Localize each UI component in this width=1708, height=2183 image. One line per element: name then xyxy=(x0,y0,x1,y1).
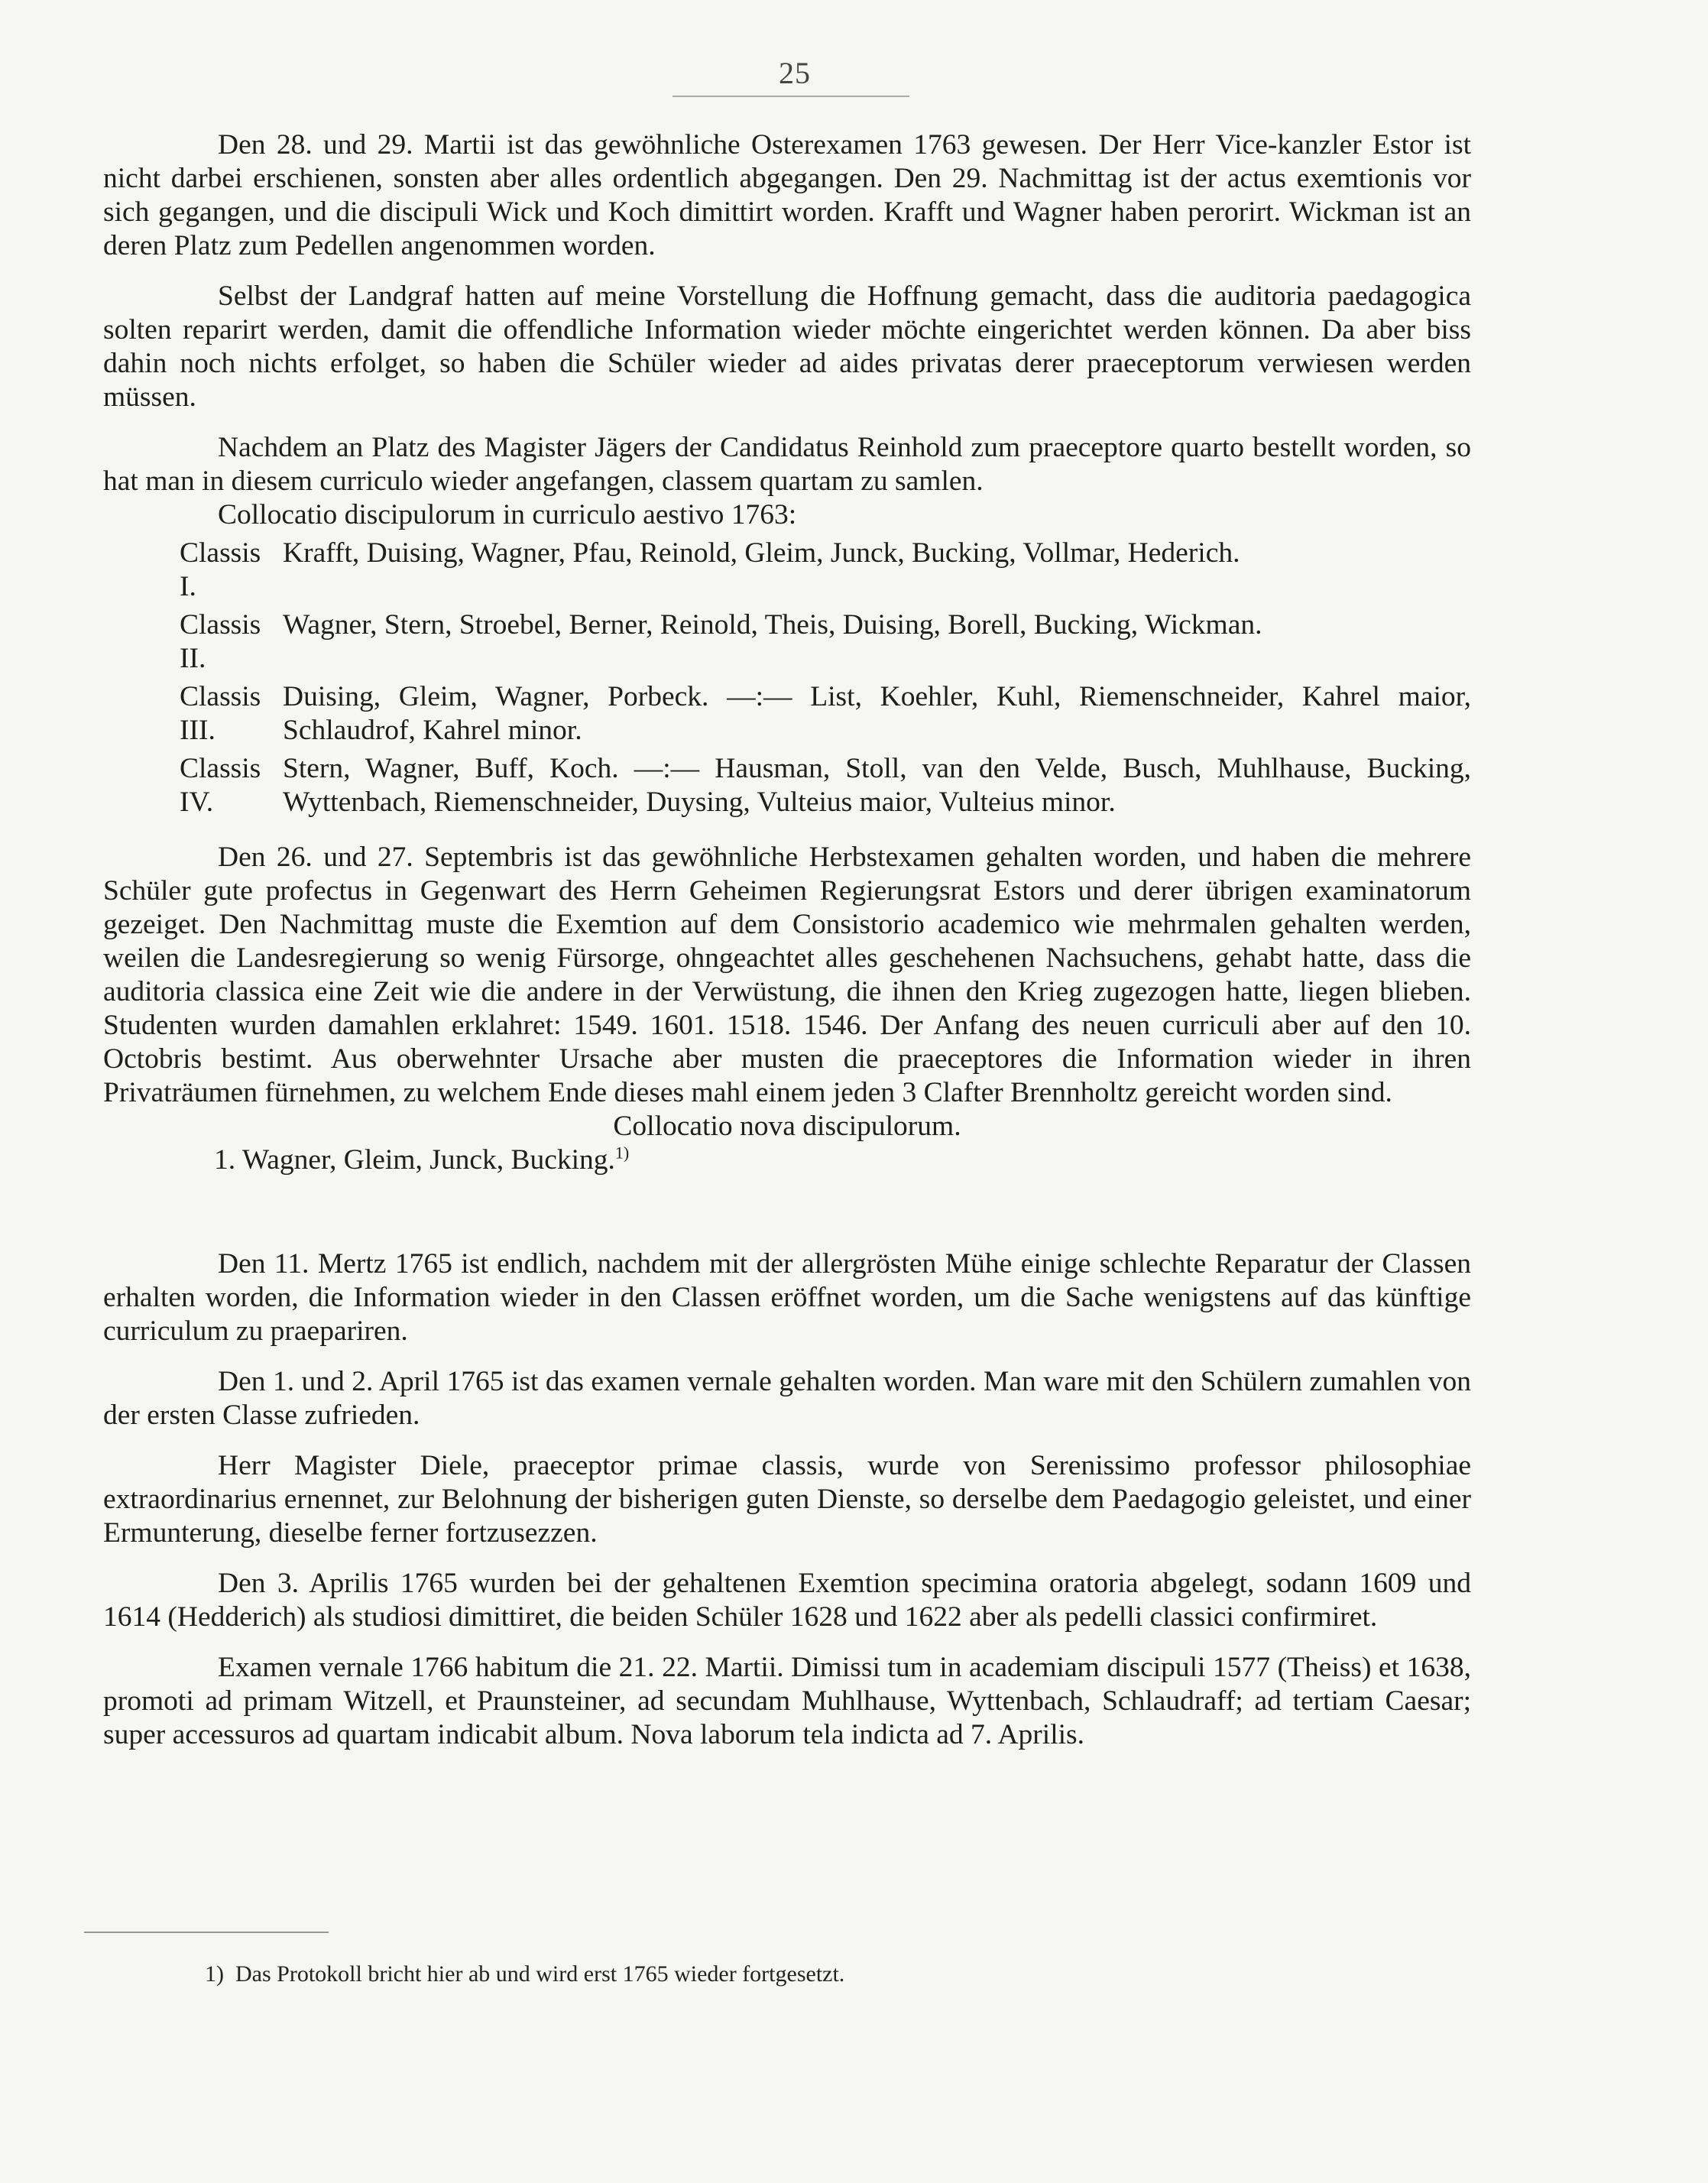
collocatio-heading: Collocatio discipulorum in curriculo aestivo 1763: xyxy=(218,499,797,530)
class-names: Krafft, Duising, Wagner, Pfau, Reinold, Gleim, Junck, Bucking, Vollmar, Hederich. xyxy=(283,537,1240,569)
class-list xyxy=(103,537,1471,819)
page-number: 25 xyxy=(779,56,811,90)
paragraph-diele: Herr Magister Diele, praeceptor primae classis, wurde von Serenissimo professor philosophiae extraordinarius ernennet, zur Belohnung der bisherigen guten Dienste, so derselbe dem Paedagogio geleistet, und einer Ermunterung, dieselbe ferner fortzusezzen. xyxy=(103,1450,1471,1549)
collocatio-nova-heading: Collocatio nova discipulorum. xyxy=(613,1111,961,1142)
footnote-text: Das Protokoll bricht hier ab und wird erst 1765 wieder fortgesetzt. xyxy=(235,1961,845,1987)
class-label: Classis III. xyxy=(180,681,261,746)
page-body xyxy=(103,128,1471,1769)
paragraph-examen-1766: Examen vernale 1766 habitum die 21. 22. Martii. Dimissi tum in academiam discipuli 1577 (Theiss) et 1638, promoti ad primam Witzell, et Praunsteiner, ad secundam Muhlhause, Wyttenbach, Schlaudraff; ad tertiam Caesar; super accessuros ad quartam indicabit album. Nova laborum tela indicta ad 7. Aprilis. xyxy=(103,1652,1471,1750)
paragraph-landgraf: Selbst der Landgraf hatten auf meine Vorstellung die Hoffnung gemacht, dass die auditoria paedagogica solten reparirt werden, damit die offendliche Information wieder möchte eingerichtet werden können. Da aber biss dahin noch nichts erfolget, so haben die Schüler wieder ad aides privatas derer praeceptorum verwiesen werden müssen. xyxy=(103,281,1471,413)
paragraph-aprilis-1765: Den 3. Aprilis 1765 wurden bei der gehaltenen Exemtion specimina oratoria abgelegt, sodann 1609 und 1614 (Hedderich) als studiosi dimittiret, die beiden Schüler 1628 und 1622 aber als pedelli classici confirmiret. xyxy=(103,1568,1471,1633)
numbered-item xyxy=(103,1143,1471,1177)
header-rule xyxy=(673,96,909,97)
footnote xyxy=(205,1961,844,1988)
class-names: Duising, Gleim, Wagner, Porbeck. —:— List, Koehler, Kuhl, Riemenschneider, Kahrel maior, Schlaudrof, Kahrel minor. xyxy=(283,681,1471,746)
class-label: Classis II. xyxy=(180,609,261,674)
paragraph-mertz-1765: Den 11. Mertz 1765 ist endlich, nachdem mit der allergrösten Mühe einige schlechte Reparatur der Classen erhalten worden, die Information wieder in den Classen eröffnet worden, um die Sache wenigstens auf das künftige curriculum zu praepariren. xyxy=(103,1248,1471,1347)
class-row xyxy=(103,680,1471,748)
class-names: Wagner, Stern, Stroebel, Berner, Reinold, Theis, Duising, Borell, Bucking, Wickman. xyxy=(283,609,1262,641)
section-gap xyxy=(103,1177,1471,1247)
numbered-item-text: 1. Wagner, Gleim, Junck, Bucking. xyxy=(214,1144,615,1176)
footnote-rule xyxy=(84,1932,329,1933)
class-names: Stern, Wagner, Buff, Koch. —:— Hausman, Stoll, van den Velde, Busch, Muhlhause, Bucking, Wyttenbach, Riemenschneider, Duysing, Vulteius maior, Vulteius minor. xyxy=(283,753,1471,818)
footnote-marker: 1) xyxy=(205,1961,224,1987)
footnote-reference: 1) xyxy=(614,1143,630,1163)
class-row xyxy=(103,608,1471,676)
paragraph-april-1765: Den 1. und 2. April 1765 ist das examen vernale gehalten worden. Man ware mit den Schülern zumahlen von der ersten Classe zufrieden. xyxy=(103,1366,1471,1431)
class-row xyxy=(103,537,1471,604)
class-row xyxy=(103,752,1471,819)
paragraph-herbstexamen: Den 26. und 27. Septembris ist das gewöhnliche Herbstexamen gehalten worden, und haben die mehrere Schüler gute profectus in Gegenwart des Herrn Geheimen Regierungsrat Estors und derer übrigen examinatorum gezeiget. Den Nachmittag muste die Exemtion auf dem Consistorio academico wie mehrmalen gehalten werden, weilen die Landesregierung so wenig Fürsorge, ohngeachtet alles geschehenen Nachsuchens, gehabt hatte, dass die auditoria classica eine Zeit wie die andere in der Verwüstung, die ihnen den Krieg zugezogen hatte, liegen blieben. Studenten wurden damahlen erklahret: 1549. 1601. 1518. 1546. Der Anfang des neuen curriculi aber auf den 10. Octobris bestimt. Aus oberwehnter Ursache aber musten die praeceptores die Information wieder in ihren Privaträumen fürnehmen, zu welchem Ende dieses mahl einem jeden 3 Clafter Brennholtz gereicht worden sind. xyxy=(103,842,1471,1108)
paragraph-osterexamen: Den 28. und 29. Martii ist das gewöhnliche Osterexamen 1763 gewesen. Der Herr Vice-kanzler Estor ist nicht darbei erschienen, sonsten aber alles ordentlich abgegangen. Den 29. Nachmittag ist der actus exemtionis vor sich gegangen, und die discipuli Wick und Koch dimittirt worden. Krafft und Wagner haben perorirt. Wickman ist an deren Platz zum Pedellen angenommen worden. xyxy=(103,129,1471,261)
paragraph-reinhold: Nachdem an Platz des Magister Jägers der Candidatus Reinhold zum praeceptore quarto bestellt worden, so hat man in diesem curriculo wieder angefangen, classem quartam zu samlen. xyxy=(103,432,1471,497)
class-label: Classis IV. xyxy=(180,753,261,818)
class-label: Classis I. xyxy=(180,537,261,602)
